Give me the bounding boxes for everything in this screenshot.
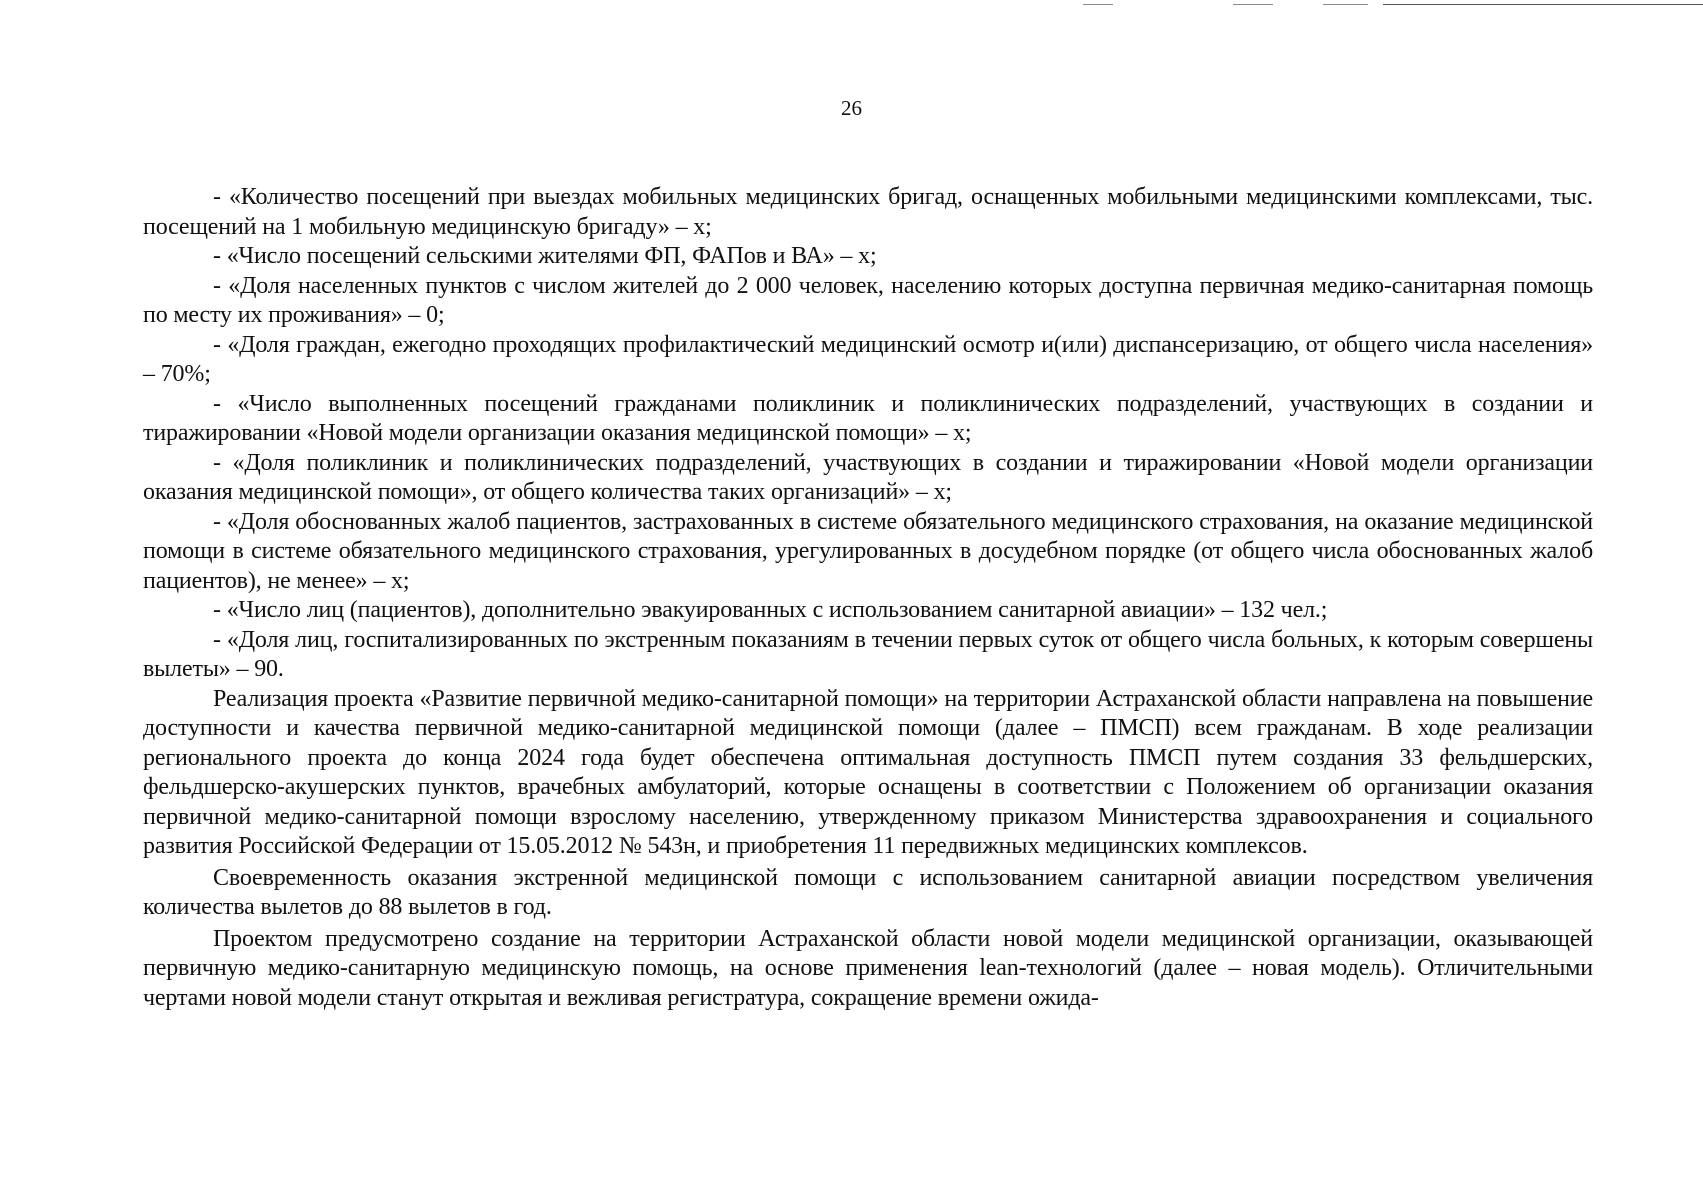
paragraph-air-ambulance: Своевременность оказания экстренной медицинской помощи с использованием санитарной авиации посредством увеличения количества вылетов до 88 вылетов в год. <box>143 864 1593 920</box>
paragraph-project-implementation: Реализация проекта «Развитие первичной медико-санитарной помощи» на территории Астраханской области направлена на повышение доступности и качества первичной медико-санитарной медицинской помощи (далее – ПМСП) всем гражданам. В ходе реализации регионального проекта до конца 2024 года будет обеспечена оптимальная доступность ПМСП путем создания 33 фельдшерских, фельдшерско-акушерских пунктов, врачебных амбулаторий, которые оснащены в соответствии с Положением об организации оказания первичной медико-санитарной помощи взрослому населению, утвержденному приказом Министерства здравоохранения и социального развития Российской Федерации от 15.05.2012 № 543н, и приобретения 11 передвижных медицинских комплексов. <box>143 685 1593 859</box>
scan-artifact-lines <box>1083 4 1703 7</box>
page-number: 26 <box>841 96 862 120</box>
paragraph-new-model: Проектом предусмотрено создание на территории Астраханской области новой модели медицинской организации, оказывающей первичную медико-санитарную медицинскую помощь, на основе применения lean-технологий (далее – новая модель). Отличительными чертами новой модели станут открытая и вежливая регистратура, сокращение времени ожида- <box>143 925 1593 1011</box>
list-item: - «Число лиц (пациентов), дополнительно эвакуированных с использованием санитарной авиации» – 132 чел.; <box>213 597 1328 623</box>
list-item: - «Доля граждан, ежегодно проходящих профилактический медицинский осмотр и(или) диспансеризацию, от общего числа населения» – 70%; <box>143 331 1593 387</box>
list-item: - «Доля лиц, госпитализированных по экстренным показаниям в течении первых суток от общего числа больных, к которым совершены вылеты» – 90. <box>143 626 1593 682</box>
list-item: - «Количество посещений при выездах мобильных медицинских бригад, оснащенных мобильными медицинскими комплексами, тыс. посещений на 1 мобильную медицинскую бригаду» – х; <box>143 184 1593 240</box>
list-item: - «Доля населенных пунктов с числом жителей до 2 000 человек, населению которых доступна первичная медико-санитарная помощь по месту их проживания» – 0; <box>143 272 1593 328</box>
document-body <box>143 183 1593 1013</box>
list-item: - «Число выполненных посещений гражданами поликлиник и поликлинических подразделений, участвующих в создании и тиражировании «Новой модели организации оказания медицинской помощи» – х; <box>143 390 1593 446</box>
list-item: - «Доля поликлиник и поликлинических подразделений, участвующих в создании и тиражировании «Новой модели организации оказания медицинской помощи», от общего количества таких организаций» – х; <box>143 449 1593 505</box>
list-item: - «Доля обоснованных жалоб пациентов, застрахованных в системе обязательного медицинского страхования, на оказание медицинской помощи в системе обязательного медицинского страхования, урегулированных в досудебном порядке (от общего числа обоснованных жалоб пациентов), не менее» – х; <box>143 508 1593 594</box>
list-item: - «Число посещений сельскими жителями ФП, ФАПов и ВА» – х; <box>213 243 877 269</box>
